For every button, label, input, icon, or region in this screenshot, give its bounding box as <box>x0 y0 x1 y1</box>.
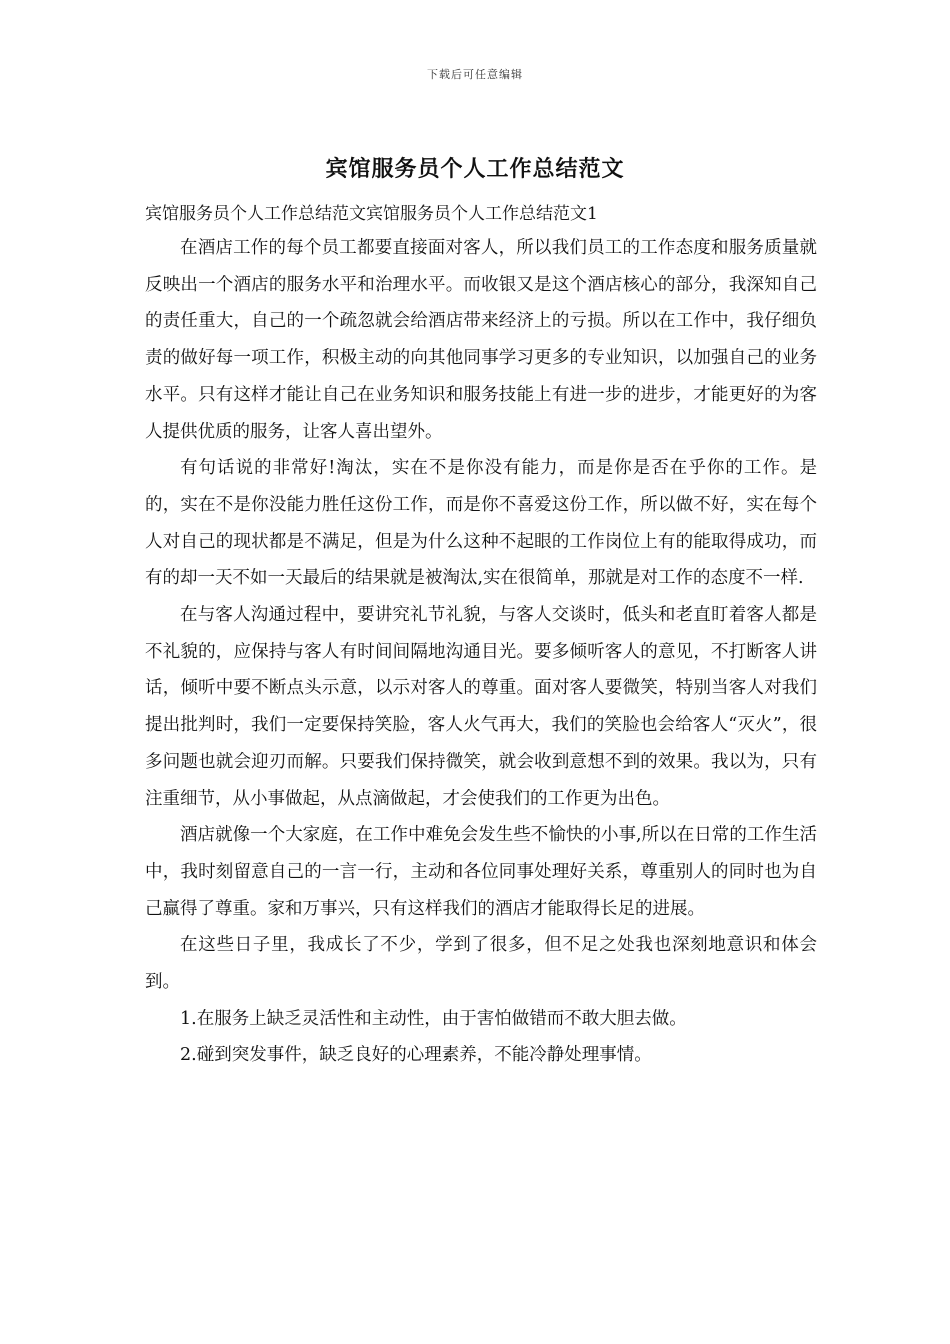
document-title: 宾馆服务员个人工作总结范文 <box>325 156 625 182</box>
paragraph: 酒店就像一个大家庭，在工作中难免会发生些不愉快的小事,所以在日常的工作生活中，我时刻留意自己的一言一行，主动和各位同事处理好关系，尊重别人的同时也为自己赢得了尊重。家和万事兴，只有这样我们的酒店才能取得长足的进展。 <box>145 825 817 919</box>
list-item: 2.碰到突发事件，缺乏良好的心理素养，不能冷静处理事情。 <box>180 1045 652 1066</box>
paragraph: 在与客人沟通过程中，要讲究礼节礼貌，与客人交谈时，低头和老直盯着客人都是不礼貌的，应保持与客人有时间间隔地沟通目光。要多倾听客人的意见，不打断客人讲话，倾听中要不断点头示意，以示对客人的尊重。面对客人要微笑，特别当客人对我们提出批判时，我们一定要保持笑脸，客人火气再大，我们的笑脸也会给客人“灭火”，很多问题也就会迎刃而解。只要我们保持微笑，就会收到意想不到的效果。我以为，只有注重细节，从小事做起，从点滴做起，才会使我们的工作更为出色。 <box>145 605 817 809</box>
paragraph: 有句话说的非常好!淘汰，实在不是你没有能力，而是你是否在乎你的工作。是的，实在不是你没能力胜任这份工作，而是你不喜爱这份工作，所以做不好，实在每个人对自己的现状都是不满足，但是为什么这种不起眼的工作岗位上有的能取得成功，而有的却一天不如一天最后的结果就是被淘汰,实在很简单，那就是对工作的态度不一样. <box>145 458 817 589</box>
document-body <box>145 230 817 1074</box>
list-item: 1.在服务上缺乏灵活性和主动性，由于害怕做错而不敢大胆去做。 <box>180 1008 687 1029</box>
document-subtitle: 宾馆服务员个人工作总结范文宾馆服务员个人工作总结范文1 <box>145 204 598 224</box>
header-note: 下载后可任意编辑 <box>427 68 523 81</box>
paragraph: 在酒店工作的每个员工都要直接面对客人，所以我们员工的工作态度和服务质量就反映出一个酒店的服务水平和治理水平。而收银又是这个酒店核心的部分，我深知自己的责任重大，自己的一个疏忽就会给酒店带来经济上的亏损。所以在工作中，我仔细负责的做好每一项工作，积极主动的向其他同事学习更多的专业知识，以加强自己的业务水平。只有这样才能让自己在业务知识和服务技能上有进一步的进步，才能更好的为客人提供优质的服务，让客人喜出望外。 <box>145 238 817 442</box>
paragraph: 在这些日子里，我成长了不少，学到了很多，但不足之处我也深刻地意识和体会到。 <box>145 935 817 993</box>
